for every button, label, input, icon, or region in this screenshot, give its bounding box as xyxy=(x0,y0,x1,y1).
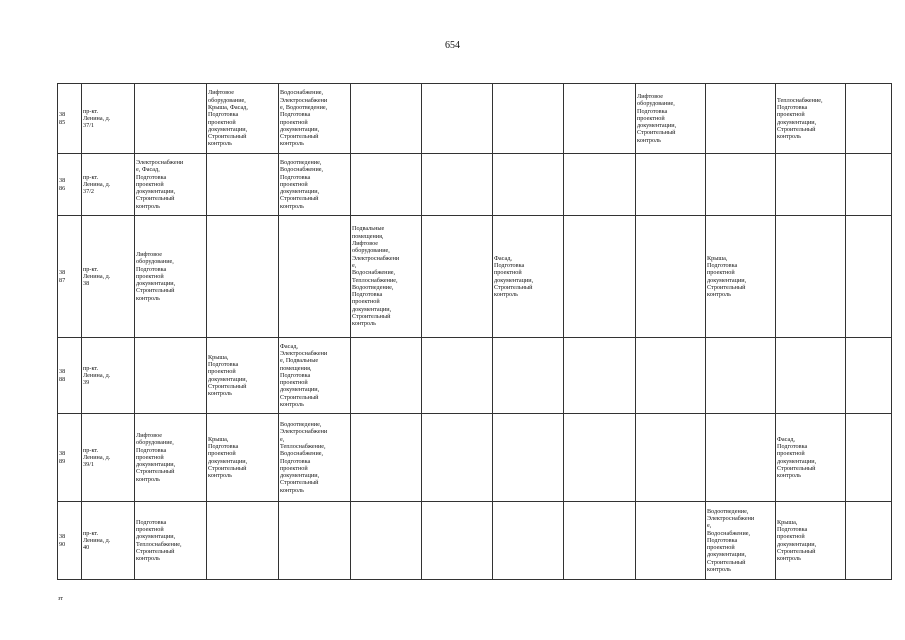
work-type-text: Лифтовое оборудование, Крыша, Фасад, Подготовка проектной документации, Строительный контроль xyxy=(208,89,248,148)
table-row xyxy=(58,414,892,502)
work-type-cell xyxy=(706,502,776,580)
work-type-cell xyxy=(351,414,422,502)
work-type-cell xyxy=(135,154,207,216)
work-type-cell xyxy=(564,338,636,414)
work-type-cell xyxy=(776,502,846,580)
address-cell xyxy=(82,338,135,414)
work-type-cell xyxy=(135,216,207,338)
work-type-cell xyxy=(776,84,846,154)
work-type-cell xyxy=(846,338,892,414)
work-type-cell xyxy=(776,338,846,414)
table-row xyxy=(58,502,892,580)
work-type-text: Крыша, Подготовка проектной документации, Строительный контроль xyxy=(707,254,747,299)
work-type-cell xyxy=(776,154,846,216)
work-type-cell xyxy=(351,154,422,216)
work-type-cell xyxy=(846,84,892,154)
work-type-cell xyxy=(564,216,636,338)
work-type-cell xyxy=(706,414,776,502)
work-type-cell xyxy=(351,338,422,414)
row-number: 38 85 xyxy=(59,111,66,126)
row-number-cell xyxy=(58,414,82,502)
work-type-cell xyxy=(564,414,636,502)
work-type-text: Фасад, Подготовка проектной документации, Строительный контроль xyxy=(494,254,534,299)
row-number-cell xyxy=(58,502,82,580)
work-type-cell xyxy=(279,338,351,414)
work-type-cell xyxy=(207,154,279,216)
row-number: 38 88 xyxy=(59,368,66,383)
address-text: пр-кт. Ленина, д. 37/1 xyxy=(83,107,111,130)
address-cell xyxy=(82,216,135,338)
work-type-cell xyxy=(706,84,776,154)
work-type-cell xyxy=(207,502,279,580)
work-type-cell xyxy=(422,338,493,414)
work-type-cell xyxy=(135,84,207,154)
work-type-cell xyxy=(279,154,351,216)
work-type-cell xyxy=(207,414,279,502)
work-type-cell xyxy=(846,216,892,338)
work-type-cell xyxy=(422,216,493,338)
work-type-cell xyxy=(351,84,422,154)
work-type-cell xyxy=(279,216,351,338)
work-type-text: Лифтовое оборудование, Подготовка проектной документации, Строительный контроль xyxy=(136,250,176,302)
work-type-cell xyxy=(706,338,776,414)
work-type-cell xyxy=(135,414,207,502)
work-type-text: Лифтовое оборудование, Подготовка проектной документации, Строительный контроль xyxy=(637,92,677,144)
work-type-cell xyxy=(279,414,351,502)
row-number: 38 89 xyxy=(59,450,66,465)
address-text: пр-кт. Ленина, д. 40 xyxy=(83,529,111,552)
work-type-cell xyxy=(776,216,846,338)
work-type-cell xyxy=(493,414,564,502)
footer-mark: зт xyxy=(58,596,63,602)
row-number: 38 87 xyxy=(59,269,66,284)
work-type-cell xyxy=(846,154,892,216)
row-number: 38 90 xyxy=(59,533,66,548)
work-type-cell xyxy=(135,338,207,414)
work-type-cell xyxy=(422,84,493,154)
address-text: пр-кт. Ленина, д. 37/2 xyxy=(83,173,111,196)
work-type-text: Водоснабжение, Электроснабжени е, Водоотведение, Подготовка проектной документации, Строительный контроль xyxy=(280,89,328,148)
work-type-cell xyxy=(422,154,493,216)
work-type-cell xyxy=(776,414,846,502)
work-type-cell xyxy=(564,84,636,154)
work-type-cell xyxy=(422,414,493,502)
address-text: пр-кт. Ленина, д. 39/1 xyxy=(83,446,111,469)
table-row xyxy=(58,84,892,154)
work-type-text: Теплоснабжение, Подготовка проектной документации, Строительный контроль xyxy=(777,96,823,141)
table-row xyxy=(58,338,892,414)
work-type-cell xyxy=(279,84,351,154)
work-type-text: Подвальные помещения, Лифтовое оборудование, Электроснабжени е, Водоснабжение, Теплоснабжение, Водоотведение, Подготовка проектной документации, Строительный контроль xyxy=(352,225,400,328)
work-type-cell xyxy=(846,414,892,502)
row-number-cell xyxy=(58,154,82,216)
work-type-text: Электроснабжени е, Фасад, Подготовка проектной документации, Строительный контроль xyxy=(136,158,184,210)
work-type-cell xyxy=(351,502,422,580)
row-number-cell xyxy=(58,338,82,414)
row-number: 38 86 xyxy=(59,177,66,192)
work-type-text: Крыша, Подготовка проектной документации, Строительный контроль xyxy=(777,518,817,563)
work-type-text: Подготовка проектной документации, Теплоснабжение, Строительный контроль xyxy=(136,518,182,563)
work-type-cell xyxy=(636,502,706,580)
work-type-cell xyxy=(636,338,706,414)
work-type-text: Крыша, Подготовка проектной документации, Строительный контроль xyxy=(208,435,248,480)
address-cell xyxy=(82,84,135,154)
work-type-text: Водоотведение, Водоснабжение, Подготовка проектной документации, Строительный контроль xyxy=(280,158,324,210)
work-type-text: Лифтовое оборудование, Подготовка проектной документации, Строительный контроль xyxy=(136,431,176,483)
work-type-cell xyxy=(207,84,279,154)
repair-schedule-table xyxy=(57,83,892,580)
work-type-cell xyxy=(706,154,776,216)
work-type-cell xyxy=(636,216,706,338)
work-type-cell xyxy=(422,502,493,580)
address-text: пр-кт. Ленина, д. 39 xyxy=(83,364,111,387)
work-type-cell xyxy=(279,502,351,580)
work-type-cell xyxy=(493,502,564,580)
work-type-text: Фасад, Электроснабжени е, Подвальные помещения, Подготовка проектной документации, Строительный контроль xyxy=(280,342,328,409)
address-cell xyxy=(82,154,135,216)
work-type-cell xyxy=(135,502,207,580)
work-type-text: Фасад, Подготовка проектной документации, Строительный контроль xyxy=(777,435,817,480)
work-type-text: Водоотведение, Электроснабжени е, Водоснабжение, Подготовка проектной документации, Строительный контроль xyxy=(707,507,755,574)
address-cell xyxy=(82,502,135,580)
work-type-cell xyxy=(636,84,706,154)
work-type-cell xyxy=(351,216,422,338)
work-type-cell xyxy=(207,338,279,414)
work-type-cell xyxy=(564,502,636,580)
work-type-cell xyxy=(493,338,564,414)
row-number-cell xyxy=(58,84,82,154)
work-type-text: Водоотведение, Электроснабжени е, Теплоснабжение, Водоснабжение, Подготовка проектной документации, Строительный контроль xyxy=(280,421,328,494)
work-type-cell xyxy=(207,216,279,338)
address-text: пр-кт. Ленина, д. 38 xyxy=(83,265,111,288)
work-type-cell xyxy=(493,84,564,154)
work-type-cell xyxy=(493,154,564,216)
work-type-cell xyxy=(636,414,706,502)
table-row xyxy=(58,154,892,216)
table-row xyxy=(58,216,892,338)
work-type-cell xyxy=(846,502,892,580)
page-number: 654 xyxy=(445,40,460,51)
work-type-cell xyxy=(493,216,564,338)
work-type-cell xyxy=(564,154,636,216)
work-type-cell xyxy=(706,216,776,338)
work-type-cell xyxy=(636,154,706,216)
address-cell xyxy=(82,414,135,502)
row-number-cell xyxy=(58,216,82,338)
work-type-text: Крыша, Подготовка проектной документации, Строительный контроль xyxy=(208,353,248,398)
